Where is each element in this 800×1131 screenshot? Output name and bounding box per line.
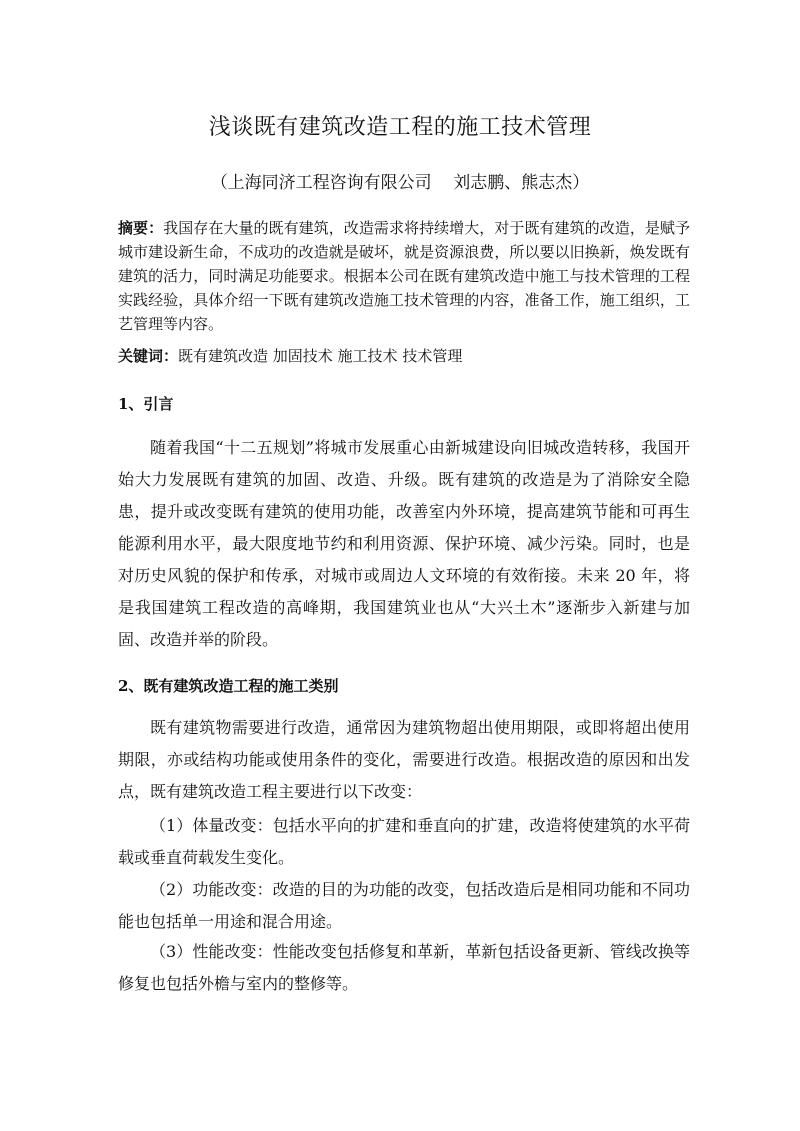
abstract-text: 我国存在大量的既有建筑，改造需求将持续增大，对于既有建筑的改造，是赋予城市建设新生命，不成功的改造就是破坏，就是资源浪费，所以要以旧换新，焕发既有建筑的活力，同时满足功能要求。根据本公司在既有建筑改造中施工与技术管理的工程实践经验，具体介绍一下既有建筑改造施工技术管理的内容，准备工作，施工组织，工艺管理等内容。 [118, 219, 690, 333]
abstract-label: 摘要： [118, 219, 164, 237]
section-1-paragraph: 随着我国“十二五规划”将城市发展重心由新城建设向旧城改造转移，我国开始大力发展既有建筑的加固、改造、升级。既有建筑的改造是为了消除安全隐患，提升或改变既有建筑的使用功能，改善室内外环境，提高建筑节能和可再生能源利用水平，最大限度地节约和利用资源、保护环境、减少污染。同时，也是对历史风貌的保护和传承，对城市或周边人文环境的有效衔接。未来 20 年，将是我国建筑工程改造的高峰期，我国建筑业也从“大兴土木”逐渐步入新建与加固、改造并举的阶段。 [118, 438, 690, 649]
document-title: 浅谈既有建筑改造工程的施工技术管理 [208, 115, 592, 140]
keywords [118, 344, 690, 368]
author-byline: （上海同济工程咨询有限公司 刘志鹏、熊志杰） [210, 173, 590, 193]
abstract [118, 216, 690, 336]
list-item-volume-change: （1）体量改变：包括水平向的扩建和垂直向的扩建，改造将使建筑的水平荷载或垂直荷载发生变化。 [118, 816, 690, 867]
section-1-heading: 1、引言 [118, 395, 174, 413]
list-item-performance-change: （3）性能改变：性能改变包括修复和革新，革新包括设备更新、管线改换等修复也包括外檐与室内的整修等。 [118, 942, 690, 993]
section-2-intro: 既有建筑物需要进行改造，通常因为建筑物超出使用期限，或即将超出使用期限，亦或结构功能或使用条件的变化，需要进行改造。根据改造的原因和出发点，既有建筑改造工程主要进行以下改变： [118, 718, 690, 801]
keywords-text: 既有建筑改造 加固技术 施工技术 技术管理 [178, 347, 463, 365]
keywords-label: 关键词： [118, 347, 179, 365]
section-2-heading: 2、既有建筑改造工程的施工类别 [118, 677, 339, 695]
list-item-function-change: （2）功能改变：改造的目的为功能的改变，包括改造后是相同功能和不同功能也包括单一用途和混合用途。 [118, 880, 690, 931]
